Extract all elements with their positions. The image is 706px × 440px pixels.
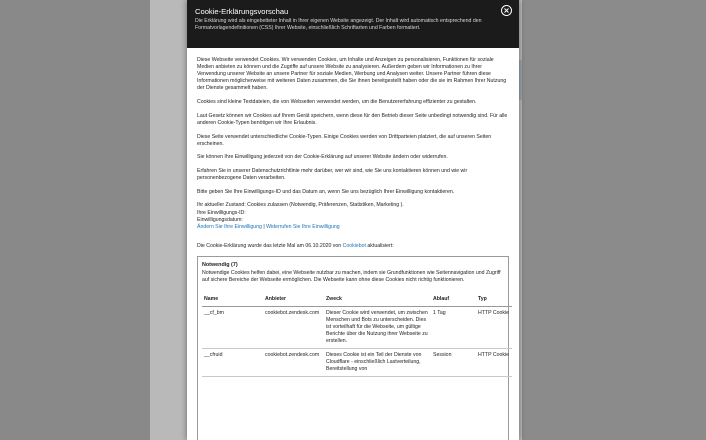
intro-paragraph: Diese Webseite verwendet Cookies. Wir verwenden Cookies, um Inhalte und Anzeigen zu personalisieren, Funktionen für soziale Medien anbieten zu können und die Zugriffe auf unsere Website zu analysieren. Außerdem geben wir Informationen zu Ihrer Verwendung unserer Website an unsere Partner für soziale Medien, Werbung und Analysen weiter. Unsere Partner führen diese Informationen möglicherweise mit weiteren Daten zusammen, die Sie ihnen bereitgestellt haben oder die sie im Rahmen Ihrer Nutzung der Dienste gesammelt haben.: [197, 57, 507, 92]
last-updated-prefix: Die Cookie-Erklärung wurde das letzte Mal am 06.10.2020 von: [197, 242, 343, 249]
cookie-type: HTTP Cookie: [476, 307, 512, 349]
consent-change-paragraph: Sie können Ihre Einwilligung jederzeit von der Cookie-Erklärung auf unserer Website ändern oder widerrufen.: [197, 154, 448, 161]
cookie-types-paragraph: Diese Seite verwendet unterschiedliche Cookie-Typen. Einige Cookies werden von Drittparteien platziert, die auf unseren Seiten erscheinen.: [197, 133, 492, 147]
cookie-purpose: Dieses Cookie ist ein Teil der Dienste von Cloudflare - einschließlich Lastverteilung, Bereitstellung von: [324, 349, 431, 377]
cookie-type: HTTP Cookie: [476, 349, 512, 377]
dialog-title: Cookie-Erklärungsvorschau: [195, 7, 289, 16]
dialog-content: [187, 48, 519, 440]
cookie-name: __cf_bm: [202, 307, 263, 349]
column-header-type: Typ: [476, 294, 512, 307]
close-icon: [504, 8, 509, 13]
cookie-name: __cfruid: [202, 349, 263, 377]
contact-paragraph: Bitte geben Sie Ihre Einwilligungs-ID und das Datum an, wenn Sie uns bezüglich Ihrer Einwilligung kontaktieren.: [197, 188, 455, 195]
dialog-subtitle: Die Erklärung wird als eingebetteter Inhalt in Ihrer eigenen Website angezeigt. Der Inhalt wird automatisch entsprechend den Formatvorlagendefinitionen (CSS) Ihrer Website, einschließlich Schriftarten und Farben formatiert.: [195, 18, 482, 31]
table-row: [202, 349, 512, 377]
column-header-purpose: Zweck: [324, 294, 431, 307]
consent-id-label: Ihre Einwilligungs-ID:: [197, 209, 246, 216]
dialog-header: [187, 0, 519, 48]
last-updated-suffix: aktualisiert:: [365, 242, 394, 249]
consent-status-block: [197, 202, 509, 230]
consent-status-line: Ihr aktueller Zustand: Cookies zulassen (Notwendig, Präferenzen, Statistiken, Marketing ).: [197, 202, 404, 209]
cookie-expiry: 1 Tag: [431, 307, 476, 349]
legal-paragraph: Laut Gesetz können wir Cookies auf Ihrem Gerät speichern, wenn diese für den Betrieb dieser Seite unbedingt notwendig sind. Für alle anderen Cookie-Typen benötigen wir Ihre Erlaubnis.: [197, 112, 508, 126]
background-page-right: [522, 0, 706, 440]
category-description: Notwendige Cookies helfen dabei, eine Webseite nutzbar zu machen, indem sie Grundfunktionen wie Seitennavigation und Zugriff auf sichere Bereiche der Webseite ermöglichen. Die Webseite kann ohne diese Cookies nicht richtig funktionieren.: [202, 269, 501, 283]
change-consent-link[interactable]: Ändern Sie Ihre Einwilligung: [197, 223, 262, 230]
consent-date-label: Einwilligungsdatum:: [197, 216, 243, 223]
background-page-left: [0, 0, 150, 440]
cookie-purpose: Dieser Cookie wird verwendet, um zwischen Menschen und Bots zu unterscheiden. Dies ist vorteilhaft für die Webseite, um gültige Berichte über die Nutzung ihrer Webseite zu erstellen.: [324, 307, 431, 349]
cookie-table: [202, 294, 512, 377]
column-header-expiry: Ablauf: [431, 294, 476, 307]
withdraw-consent-link[interactable]: Widerrufen Sie Ihre Einwilligung: [266, 223, 340, 230]
link-separator: |: [261, 223, 267, 230]
consent-links: [197, 224, 509, 231]
column-header-provider: Anbieter: [263, 294, 324, 307]
column-header-name: Name: [202, 294, 263, 307]
table-header-row: [202, 294, 512, 307]
cookie-expiry: Session: [431, 349, 476, 377]
close-button[interactable]: [501, 5, 512, 16]
category-title: Notwendig (7): [202, 261, 238, 268]
cookie-provider: cookiebot.zendesk.com: [263, 307, 324, 349]
table-row: [202, 307, 512, 349]
necessary-cookies-section: [197, 256, 509, 440]
cookie-declaration-dialog: [187, 0, 519, 440]
cookiebot-link[interactable]: Cookiebot: [342, 242, 366, 249]
cookies-definition-paragraph: Cookies sind kleine Textdateien, die von Webseiten verwendet werden, um die Benutzererfahrung effizienter zu gestalten.: [197, 99, 477, 106]
privacy-paragraph: Erfahren Sie in unserer Datenschutzrichtlinie mehr darüber, wer wir sind, wie Sie uns kontaktieren können und wie wir personenbezogene Daten verarbeiten.: [197, 168, 468, 182]
cookie-provider: cookiebot.zendesk.com: [263, 349, 324, 377]
last-updated-line: [197, 243, 509, 250]
